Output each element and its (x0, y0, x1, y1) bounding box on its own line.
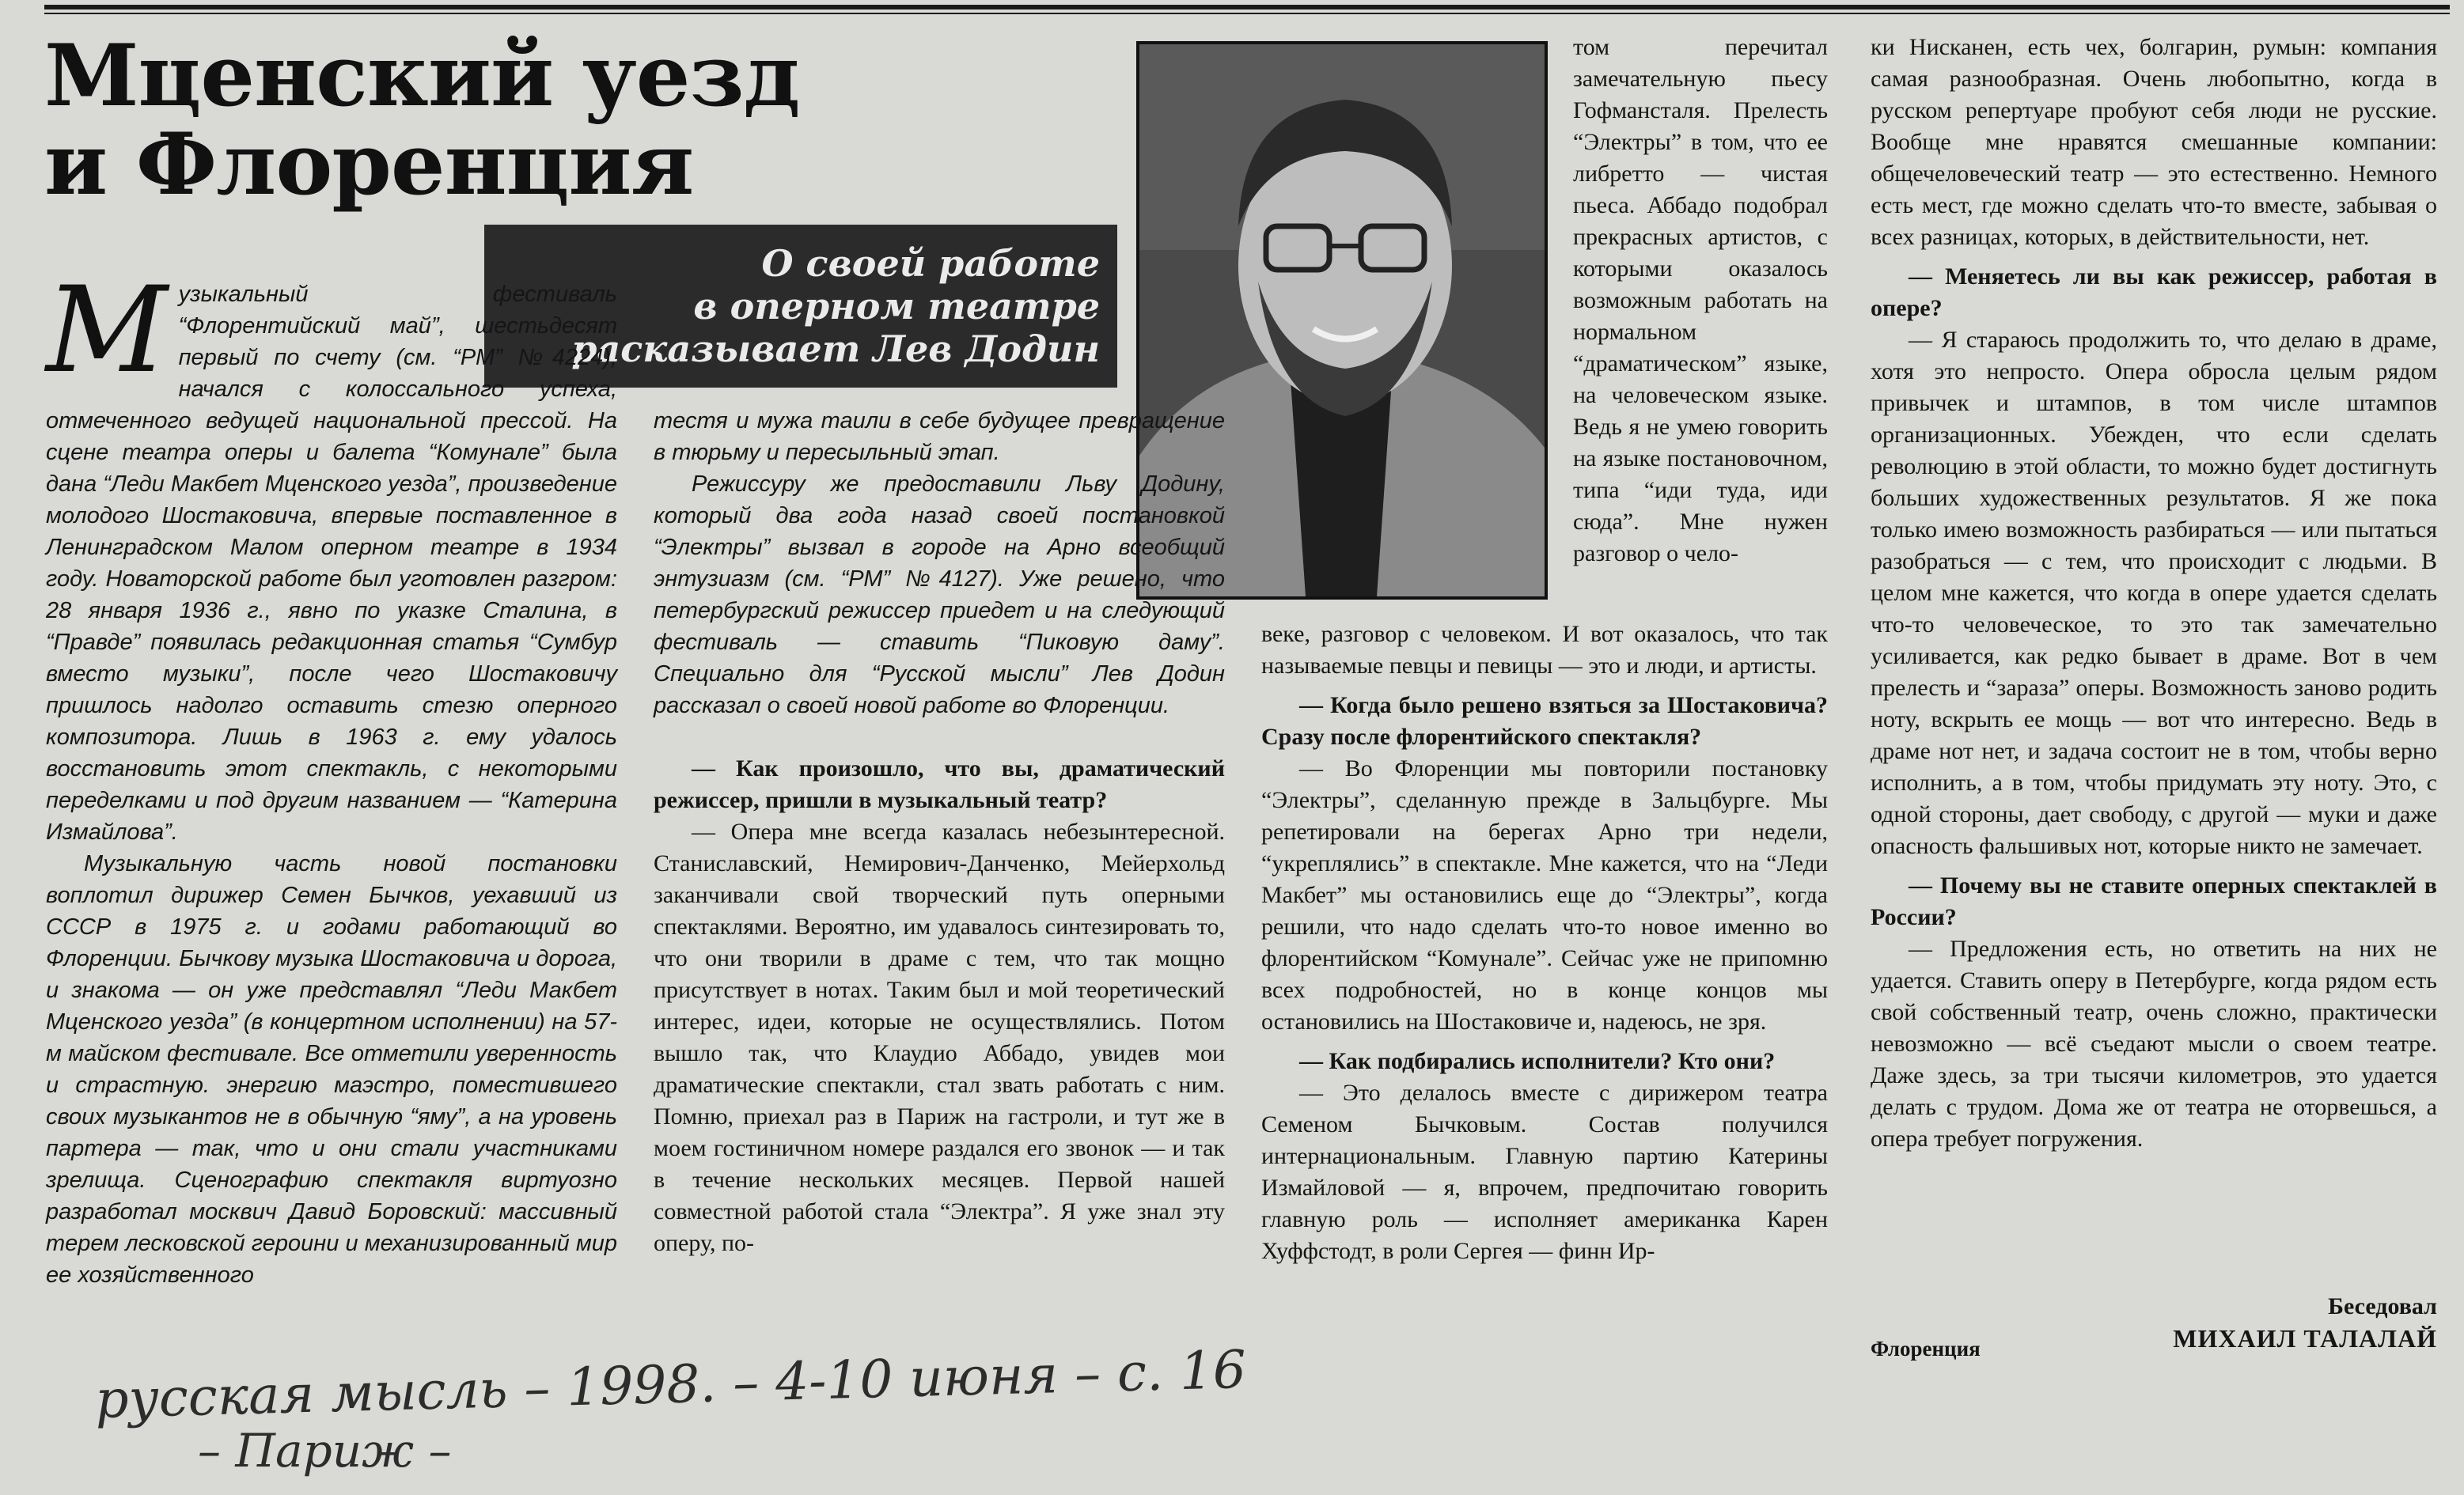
question-3: — Как подбирались исполнители? Кто они? (1299, 1048, 1776, 1074)
intro-paragraph-1: узыкальный фестиваль “Флорентийский май”, шестьдесят первый по счету (см. “РМ” №4224), начался с колоссального успеха, отмеченного ведущей национальной прессой. На сцене театра оперы и балета “Комунале” была дана “Леди Макбет Мценского уезда”, произведение молодого Шостаковича, впервые поставленное в Ленинградском Малом оперном театре в 1934 году. Новаторской работе был уготовлен разгром: 28 января 1936 г., явно по указке Сталина, в “Правде” появилась редакционная статья “Сумбур вместо музыки”, после чего Шостаковичу пришлось надолго оставить стезю оперного композитора. Лишь в 1963 г. ему удалось восстановить этот спектакль, с некоторыми переделками и под другим названием — “Катерина Измайлова”. (46, 282, 618, 845)
headline (44, 26, 915, 214)
handwritten-city-note: – Париж – (198, 1424, 452, 1478)
column-3-top (1573, 32, 1828, 570)
top-rule (44, 5, 2450, 9)
headline-line-1: Мценский уезд (44, 26, 800, 126)
answer-3-continued: ки Нисканен, есть чех, болгарин, румын: компания самая разнообразная. Очень любопытно, когда в русском репертуаре пробуют себя люди не русские. Вообще мне нравятся смешанные компании: общечеловеческий театр — это естественно. Немного есть мест, где можно сделать что-то вместе, забывая о всех разницах, которых, в действительности, нет. (1871, 34, 2437, 250)
answer-1: — Опера мне всегда казалась небезынтересной. Станиславский, Немирович-Данченко, Мейерхольд заканчивали свой творческий путь оперными спектаклями. Вероятно, им удавалось синтезировать то, что они творили в драме с тем, что так мощно присутствует в нотах. Таким был и мой теоретический интерес, идеи, которые не осуществлялись. Потом вышло так, что Клаудио Аббадо, увидев мои драматические спектакли, стал звать работать с ним. Помню, приехал раз в Париж на гастроли, и тут же в моем гостиничном номере раздался его звонок — и так в течение нескольких месяцев. Первой нашей совместной работой стала “Электра”. Я уже знал эту оперу, по- (654, 819, 1225, 1256)
subhead-line-2: в оперном театре (693, 285, 1100, 327)
column-3-bottom (1261, 619, 1828, 1267)
byline-name: МИХАИЛ ТАЛАЛАЙ (2173, 1324, 2437, 1353)
answer-5: — Предложения есть, но ответить на них не удается. Ставить оперу в Петербурге, когда рядом есть свой собственный театр, очень сложно, практически невозможно — всё съедают мысли о своем театре. Даже здесь, за три тысячи километров, это удается делать с трудом. Дома же от театра не оторвешься, а опера требует погружения. (1871, 936, 2437, 1152)
byline-city: Флоренция (1871, 1337, 1981, 1361)
question-4: — Меняетесь ли вы как режиссер, работая в опере? (1871, 263, 2437, 321)
answer-3: — Это делалось вместе с дирижером театра Семеном Бычковым. Состав получился интернациональным. Главную партию Катерины Измайловой — я, впрочем, предпочитаю говорить главную роль — исполняет американка Карен Хуффстодт, в роли Сергея — финн Ир- (1261, 1080, 1828, 1264)
subhead-line-1: О своей работе (761, 242, 1100, 285)
question-5: — Почему вы не ставите оперных спектаклей в России? (1871, 872, 2437, 930)
handwritten-source-note: русская мысль – 1998. – 4-10 июня – с. 16 (94, 1338, 1247, 1431)
drop-cap: М (46, 262, 168, 399)
intro-column (46, 262, 618, 1291)
column-4 (1871, 32, 2437, 1155)
answer-4: — Я стараюсь продолжить то, что делаю в драме, хотя это непросто. Опера обросла целым рядом привычек и штампов, в том числе штампов организационных. Убежден, что если сделать революцию в этой области, то можно будет достигнуть больших художественных результатов. Я же пока только имею возможность разбираться — или пытаться разобраться — с тем, что происходит с людьми. В целом мне кажется, что когда в опере удается сделать что-то человеческое, то это так замечательно усиливается, как редко бывает в драме. Вот в чем прелесть и “зараза” оперы. Возможность заново родить ноту, вскрыть ее мощь — вот что интересно. Ведь в драме нот нет, и задача состоит не в том, чтобы верно исполнить, а в том, чтобы придумать эту ноту. Это, с одной стороны, дает свободу, с другой — муки и даже опасность фальшивых нот, которые никто не замечает. (1871, 327, 2437, 859)
subhead-line-3: расказывает Лев Додин (571, 327, 1100, 370)
question-1: — Как произошло, что вы, драматический режиссер, пришли в музыкальный театр? (654, 755, 1225, 813)
question-2: — Когда было решено взяться за Шостаковича? Сразу после флорентийского спектакля? (1261, 692, 1828, 750)
headline-line-2: и Флоренция (44, 115, 694, 214)
answer-1-continued: том перечитал замечательную пьесу Гофмансталя. Прелесть “Электры” в том, что ее либретто — чистая пьеса. Аббадо подобрал прекрасных артистов, с которыми оказалось возможным работать на нормальном “драматическом” языке, на человеческом языке. Ведь я не умею говорить на языке постановочном, типа “иди туда, иди сюда”. Мне нужен разговор о чело- (1573, 34, 1828, 566)
top-rule-thin (44, 13, 2450, 14)
answer-2: — Во Флоренции мы повторили постановку “Электры”, сделанную прежде в Зальцбурге. Мы репетировали на берегах Арно три недели, “укреплялись” в спектакле. Мне кажется, что на “Леди Макбет” мы остановились еще до “Электры”, когда решили, что надо сделать что-то новое именно во флорентийском “Комунале”. Сейчас уже не припомню всех подробностей, но в конце концов мы остановились на Шостаковиче и, надеюсь, не зря. (1261, 755, 1828, 1035)
intro-continued-2: Режиссуру же предоставили Льву Додину, который два года назад своей постановкой “Электры” вызвал в городе на Арно всеобщий энтузиазм (см. “РМ” №4127). Уже решено, что петербургский режиссер приедет и на следующий фестиваль — ставить “Пиковую даму”. Специально для “Русской мысли” Лев Додин рассказал о своей новой работе во Флоренции. (654, 471, 1225, 718)
byline-label: Беседовал (2328, 1293, 2437, 1319)
intro-continued-1: тестя и мужа таили в себе будущее превращение в тюрьму и пересыльный этап. (654, 408, 1225, 465)
column-2 (654, 405, 1225, 1259)
answer-1-end: веке, разговор с человеком. И вот оказалось, что так называемые певцы и певицы — это и люди, и артисты. (1261, 621, 1828, 679)
intro-paragraph-2: Музыкальную часть новой постановки воплотил дирижер Семен Бычков, уехавший из СССР в 1975 г. и годами работающий во Флоренции. Бычкову музыка Шостаковича и дорога, и знакома — он уже представлял “Леди Макбет Мценского уезда” (в концертном исполнении) на 57-м майском фестивале. Все отметили уверенность и страстную. энергию маэстро, поместившего своих музыкантов не в обычную “яму”, а на уровень партера — так, что и они стали участниками зрелища. Сценографию спектакля виртуозно разработал москвич Давид Боровский: массивный терем лесковской героини и механизированный мир ее хозяйственного (46, 851, 617, 1288)
